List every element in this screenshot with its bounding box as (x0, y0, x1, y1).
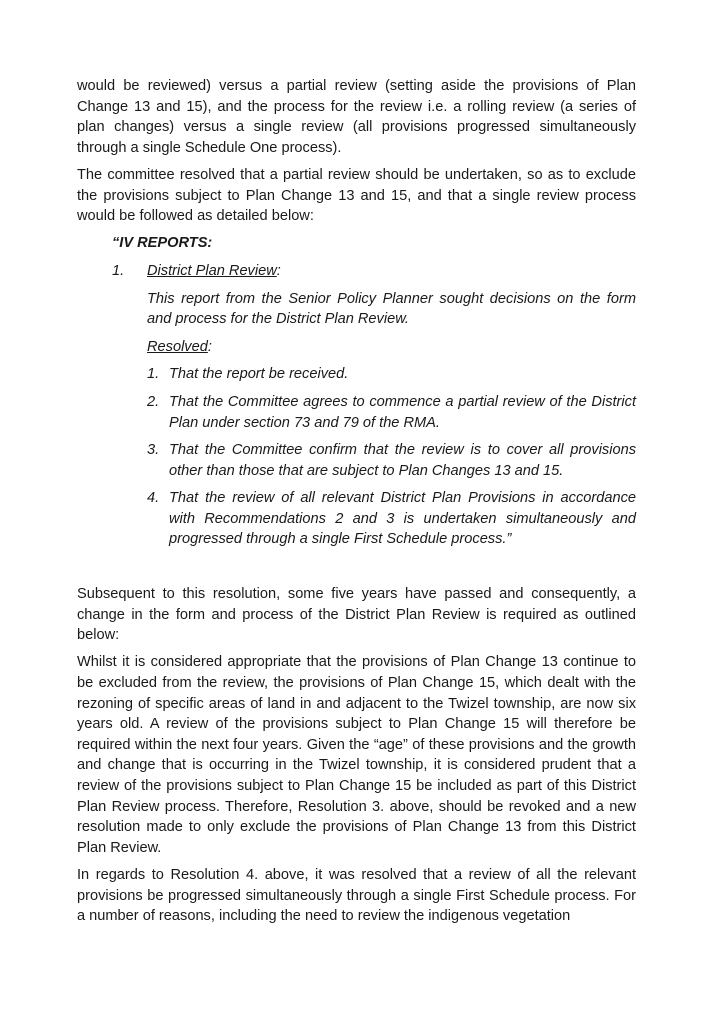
document-page (77, 76, 636, 933)
resolution-text: That the report be received. (169, 366, 349, 383)
paragraph-resolution-4: In regards to Resolution 4. above, it was resolved that a review of all the relevant provisions be progressed simultaneously through a single First Schedule process. For a number of reasons, including the need to review the indigenous vegetation (77, 866, 636, 925)
resolution-item (147, 364, 636, 385)
report-content (147, 289, 636, 551)
report-title: District Plan Review (147, 262, 277, 279)
section-spacer (77, 557, 636, 584)
resolution-number: 4. (147, 490, 160, 507)
paragraph-subsequent: Subsequent to this resolution, some five years have passed and consequently, a change in the form and process of the District Plan Review is required as outlined below: (77, 586, 636, 644)
resolution-number: 2. (147, 393, 160, 410)
report-body: This report from the Senior Policy Planner sought decisions on the form and process for the District Plan Review. (147, 290, 636, 328)
quote-heading: “IV REPORTS: (112, 235, 213, 252)
resolved-suffix: : (207, 338, 212, 355)
quoted-resolution-block (112, 233, 636, 550)
resolution-item (147, 392, 636, 433)
resolution-number: 3. (147, 442, 160, 459)
paragraph-review-options: would be reviewed) versus a partial review (setting aside the provisions of Plan Change 13 and 15), and the process for the review i.e. a rolling review (a series of plan changes) versus a single review (all provisions progressed simultaneously through a single Schedule One process). (77, 78, 636, 156)
resolution-item (147, 440, 636, 481)
resolution-text: That the Committee confirm that the review is to cover all provisions other than those that are subject to Plan Changes 13 and 15. (169, 442, 636, 479)
resolution-number: 1. (147, 366, 160, 383)
resolution-text: That the review of all relevant District Plan Provisions in accordance with Recommendations 2 and 3 is undertaken simultaneously and progressed through a single First Schedule process.” (169, 490, 636, 548)
report-title-suffix: : (276, 262, 281, 279)
report-title-wrap (147, 261, 281, 282)
resolved-heading (147, 337, 636, 358)
resolved-label: Resolved (147, 338, 208, 355)
resolution-text: That the Committee agrees to commence a partial review of the District Plan under section 73 and 79 of the RMA. (169, 393, 636, 431)
resolution-item (147, 488, 636, 550)
paragraph-plan-change-15: Whilst it is considered appropriate that the provisions of Plan Change 13 continue to be excluded from the review, the provisions of Plan Change 15, which dealt with the rezoning of specific areas of land in and adjacent to the Twizel township, are now six years old. A review of the provisions subject to Plan Change 15 will therefore be required within the next four years. Given the “age” of these provisions and the growth and change that is occurring in the Twizel township, it is considered prudent that a review of the provisions subject to Plan Change 15 be included as part of this District Plan Review process. Therefore, Resolution 3. above, should be revoked and a new resolution made to only exclude the provisions of Plan Change 13 from this District Plan Review. (77, 654, 636, 856)
report-number: 1. (112, 262, 125, 279)
report-item (112, 261, 636, 282)
paragraph-committee-resolved: The committee resolved that a partial review should be undertaken, so as to exclude the provisions subject to Plan Change 13 and 15, and that a single review process would be followed as detailed below: (77, 166, 636, 225)
